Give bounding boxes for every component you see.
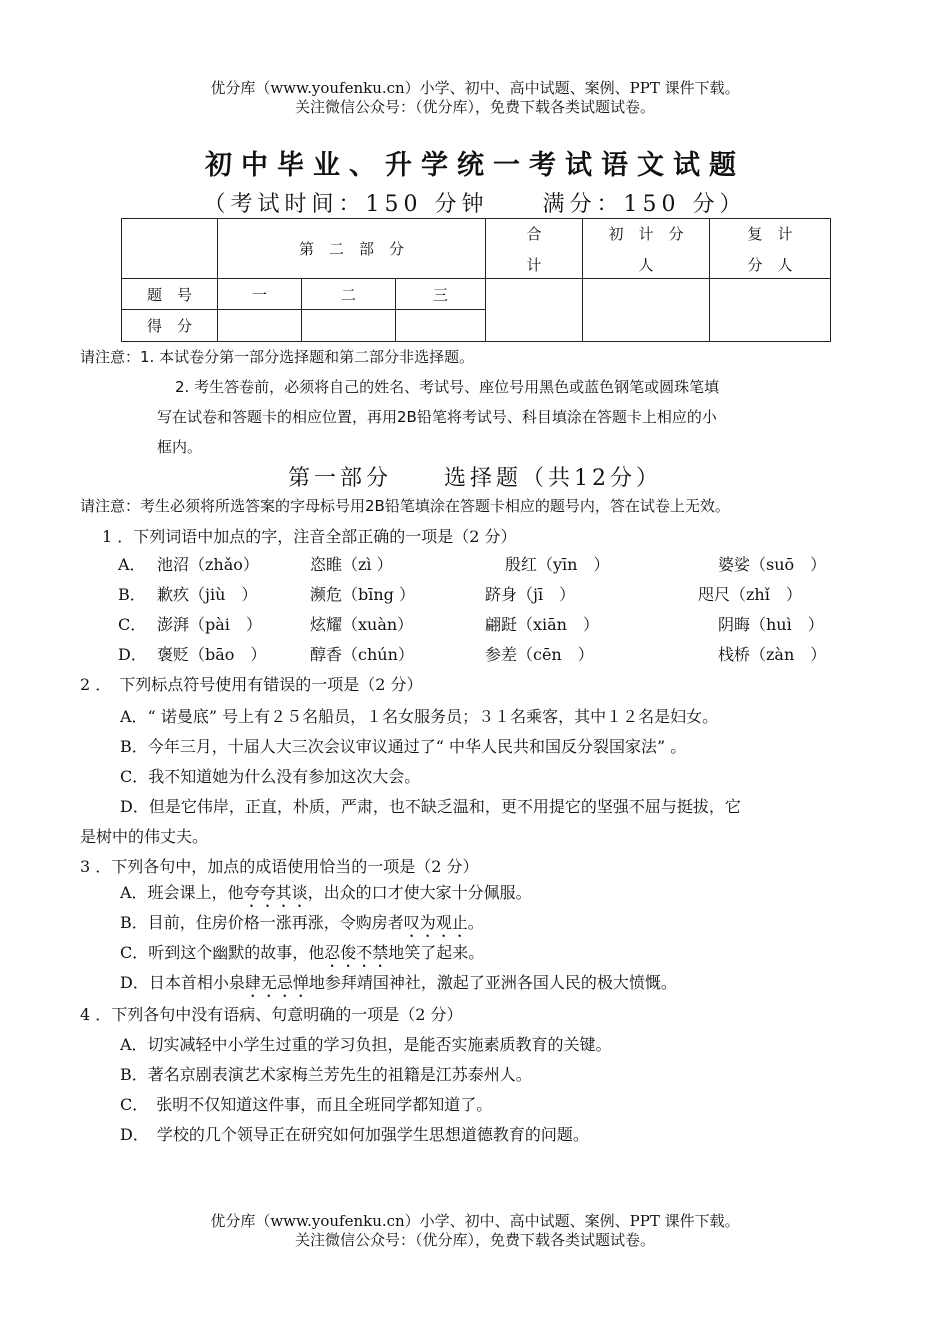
score-cell-one: [218, 310, 302, 342]
first-scorer-cell: [583, 279, 710, 342]
question-2-stem: 2 ． 下列标点符号使用有错误的一项是（2 分）: [80, 675, 423, 694]
header-line-1: 优分库（www.youfenku.cn）小学、初中、高中试题、案例、PPT 课件下载。: [210, 79, 740, 97]
first-scorer-header: 初 计 分 人: [583, 219, 710, 279]
notice-line-3: 写在试卷和答题卡的相应位置，再用2B铅笔将考试号、科目填涂在答题卡上相应的小: [157, 408, 717, 426]
question-4-option-c: C． 张明不仅知道这件事，而且全班同学都知道了。: [120, 1095, 493, 1114]
score-cell-two: [302, 310, 396, 342]
question-3-option-b: B．目前，住房价格一涨再涨，令购房者叹为观止。: [120, 913, 484, 932]
question-2-option-b: B．今年三月，十届人大三次会议审议通过了“ 中华人民共和国反分裂国家法” 。: [120, 737, 687, 756]
notice-line-1: 请注意：1. 本试卷分第一部分选择题和第二部分非选择题。: [80, 348, 475, 366]
exam-info: （考试时间：150 分钟 满分：150 分）: [203, 192, 747, 217]
question-2-option-c: C．我不知道她为什么没有参加这次大会。: [120, 767, 421, 786]
score-table: [121, 218, 831, 342]
reviewer-cell: [710, 279, 831, 342]
total-cell: [486, 279, 583, 342]
table-corner: [122, 219, 218, 279]
section-one-title: 第一部分 选择题（共12分）: [288, 466, 662, 491]
question-2-option-a: A．“ 诺曼底” 号上有２５名船员，１名女服务员；３１名乘客，其中１２名是妇女。: [120, 707, 719, 726]
footer-line-1: 优分库（www.youfenku.cn）小学、初中、高中试题、案例、PPT 课件下载。: [210, 1212, 740, 1230]
question-3-option-d: D．日本首相小泉肆无忌惮地参拜靖国神社，激起了亚洲各国人民的极大愤慨。: [120, 973, 677, 992]
header-line-2: 关注微信公众号：（优分库），免费下载各类试题试卷。: [294, 98, 655, 116]
notice-line-2: 2. 考生答卷前，必须将自己的姓名、考试号、座位号用黑色或蓝色钢笔或圆珠笔填: [175, 378, 720, 396]
question-3-option-a: A．班会课上，他夸夸其谈，出众的口才使大家十分佩服。: [120, 883, 532, 902]
notice-2: 请注意：考生必须将所选答案的字母标号用2B铅笔填涂在答题卡相应的题号内，答在试卷上无效。: [80, 497, 730, 515]
question-1-stem: 1 ．下列词语中加点的字，注音全部正确的一项是（2 分）: [102, 527, 517, 546]
question-2-option-d: D．但是它伟岸，正直，朴质，严肃，也不缺乏温和，更不用提它的坚强不屈与挺拔，它: [120, 797, 741, 816]
question-number-label: 题 号: [122, 279, 218, 310]
total-header: 合 计: [486, 219, 583, 279]
question-4-stem: 4 ．下列各句中没有语病、句意明确的一项是（2 分）: [80, 1005, 463, 1024]
part-two-header: 第 二 部 分: [218, 219, 486, 279]
col-three: 三: [396, 279, 486, 310]
question-4-option-b: B．著名京剧表演艺术家梅兰芳先生的祖籍是江苏泰州人。: [120, 1065, 532, 1084]
col-two: 二: [302, 279, 396, 310]
score-label: 得 分: [122, 310, 218, 342]
question-3-stem: 3 ．下列各句中，加点的成语使用恰当的一项是（2 分）: [80, 857, 479, 876]
col-one: 一: [218, 279, 302, 310]
footer-line-2: 关注微信公众号：（优分库），免费下载各类试题试卷。: [294, 1231, 655, 1249]
notice-line-4: 框内。: [157, 438, 203, 456]
question-2-option-d-cont: 是树中的伟丈夫。: [80, 827, 209, 846]
page-title: 初中毕业、升学统一考试语文试题: [205, 150, 745, 181]
reviewer-header: 复 计 分 人: [710, 219, 831, 279]
question-3-option-c: C．听到这个幽默的故事，他忍俊不禁地笑了起来。: [120, 943, 485, 962]
score-cell-three: [396, 310, 486, 342]
question-4-option-d: D． 学校的几个领导正在研究如何加强学生思想道德教育的问题。: [120, 1125, 589, 1144]
question-4-option-a: A．切实减轻中小学生过重的学习负担，是能否实施素质教育的关键。: [120, 1035, 612, 1054]
